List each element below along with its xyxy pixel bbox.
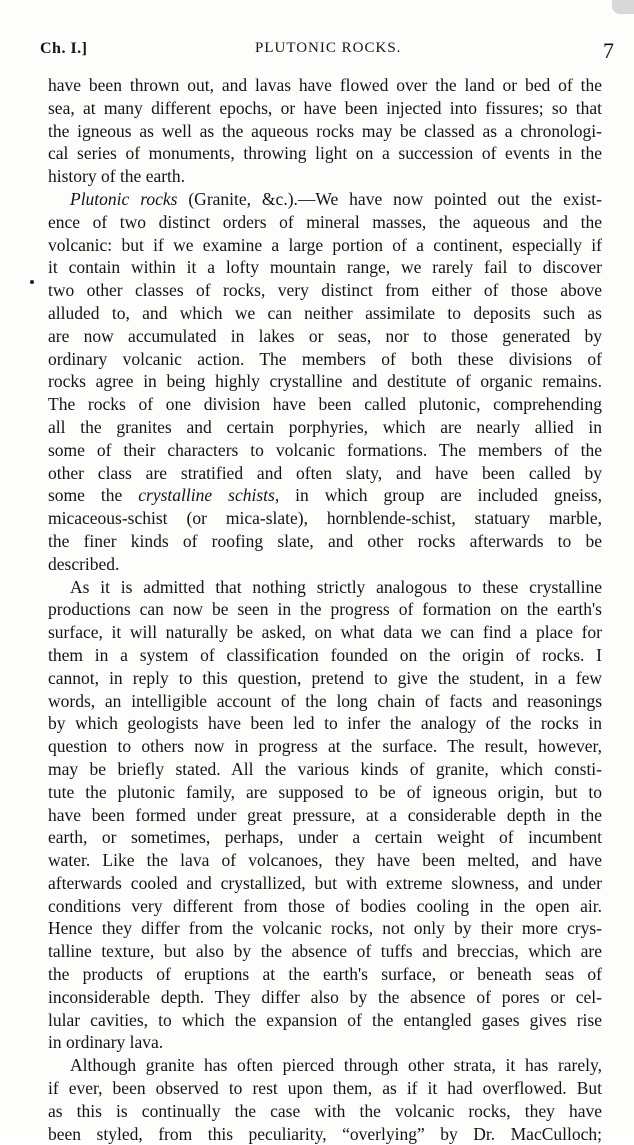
body-text (48, 74, 602, 1145)
paragraph-granite-overlying (48, 1054, 602, 1145)
text-line: inconsiderable depth. They differ also by the absence of pores or cel- (48, 986, 602, 1007)
text-line: may be briefly stated. All the various kinds of granite, which consti- (48, 758, 602, 779)
text-line: words, an intelligible account of the long chain of facts and reasonings (48, 690, 602, 711)
text-line: as this is continually the case with the volcanic rocks, they have (48, 1100, 602, 1121)
text-line: the finer kinds of roofing slate, and other rocks afterwards to be (48, 530, 602, 551)
text-line: As it is admitted that nothing strictly analogous to these crystalline (70, 576, 602, 597)
text-line: the products of eruptions at the earth's surface, or beneath seas of (48, 964, 602, 985)
paragraph-plutonic-rocks (48, 188, 602, 576)
text-line: them in a system of classification founded on the origin of rocks. I (48, 644, 602, 665)
text-line: talline texture, but also by the absence of tuffs and breccias, which are (48, 941, 602, 962)
line-start: some the (48, 485, 139, 506)
text-line: other class are stratified and often slaty, and have been called by (48, 462, 602, 483)
heading-rest: (Granite, &c.).—We have now pointed out the exist- (177, 188, 602, 209)
text-line: are now accumulated in lakes or seas, nor to those generated by (48, 325, 602, 346)
margin-dot (30, 280, 34, 284)
text-line: the igneous as well as the aqueous rocks may be classed as a chronologi- (48, 120, 602, 141)
paragraph-crystalline-origin (48, 576, 602, 1055)
page-number: 7 (603, 38, 614, 63)
text-line: ordinary volcanic action. The members of both these divisions of (48, 348, 602, 369)
text-line: cannot, in reply to this question, pretend to give the student, in a few (48, 667, 602, 688)
text-line (48, 188, 602, 211)
chapter-reference: Ch. I.] (40, 40, 88, 57)
text-line: history of the earth. (48, 166, 186, 187)
text-line: rocks agree in being highly crystalline and destitute of organic remains. (48, 371, 602, 392)
text-line: if ever, been observed to rest upon them, as if it had overflowed. But (48, 1078, 602, 1099)
text-line: surface, it will naturally be asked, on what data we can find a place for (48, 622, 602, 643)
text-line: ence of two distinct orders of mineral masses, the aqueous and the (48, 211, 602, 232)
text-line: productions can now be seen in the progress of formation on the earth's (48, 599, 602, 620)
text-line: afterwards cooled and crystallized, but with extreme slowness, and under (48, 872, 602, 893)
text-line: described. (48, 553, 120, 574)
text-line: Hence they differ from the volcanic rocks, not only by their more crys- (48, 918, 602, 939)
text-line: question to others now in progress at the surface. The result, however, (48, 736, 602, 757)
text-line: volcanic: but if we examine a large portion of a continent, especially if (48, 234, 602, 255)
text-line: it contain within it a lofty mountain range, we rarely fail to discover (48, 257, 602, 278)
text-line: conditions very different from those of bodies cooling in the open air. (48, 895, 602, 916)
text-line: in ordinary lava. (48, 1032, 164, 1053)
text-line: sea, at many different epochs, or have been injected into fissures; so that (48, 97, 602, 118)
text-line (48, 484, 602, 507)
text-line: have been formed under great pressure, at a considerable depth in the (48, 804, 602, 825)
text-line: tute the plutonic family, are supposed to be of igneous origin, but to (48, 781, 602, 802)
text-line: Although granite has often pierced through other strata, it has rarely, (70, 1055, 602, 1076)
section-heading: Plutonic rocks (70, 188, 178, 209)
text-line: some of their characters to volcanic formations. The members of the (48, 439, 602, 460)
text-line: alluded to, and which we can neither assimilate to deposits such as (48, 302, 602, 323)
text-line: micaceous-schist (or mica-slate), hornblende-schist, statuary marble, (48, 508, 602, 529)
line-end: , in which group are included gneiss, (274, 485, 603, 506)
page-corner-stain (612, 0, 634, 14)
italic-term: crystalline schists (138, 485, 275, 506)
text-line: been styled, from this peculiarity, “overlying” by Dr. MacCulloch; (48, 1123, 602, 1144)
text-line: lular cavities, to which the expansion of the entangled gases gives rise (48, 1009, 602, 1030)
running-head (40, 38, 614, 64)
text-line: cal series of monuments, throwing light on a succession of events in the (48, 143, 602, 164)
text-line: have been thrown out, and lavas have flowed over the land or bed of the (48, 75, 602, 95)
text-line: The rocks of one division have been called plutonic, comprehending (48, 394, 602, 415)
paragraph-continuation (48, 74, 602, 188)
text-line: by which geologists have been led to infer the analogy of the rocks in (48, 713, 602, 734)
text-line: two other classes of rocks, very distinct from either of those above (48, 280, 602, 301)
text-line: all the granites and certain porphyries, which are nearly allied in (48, 416, 602, 437)
text-line: earth, or sometimes, perhaps, under a certain weight of incumbent (48, 827, 602, 848)
running-head-title: PLUTONIC ROCKS. (255, 40, 402, 56)
text-line: water. Like the lava of volcanoes, they have been melted, and have (48, 850, 602, 871)
